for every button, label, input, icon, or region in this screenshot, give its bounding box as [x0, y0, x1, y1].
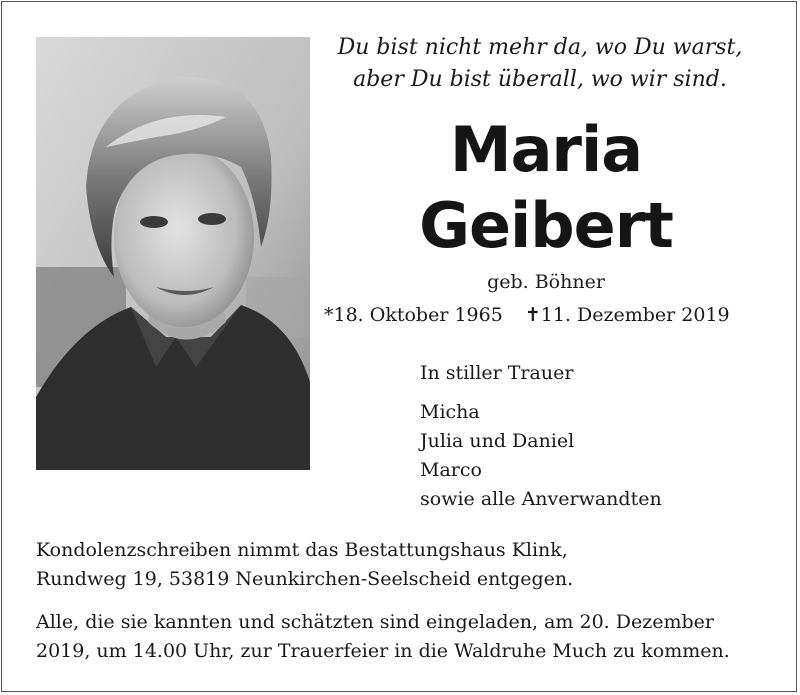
- portrait-photo: [36, 37, 310, 470]
- death-date: ✝11. Dezember 2019: [524, 304, 730, 326]
- birth-name: geb. Böhner: [487, 271, 605, 293]
- invitation-line: Alle, die sie kannten und schätzten sind eingeladen, am 20. Dezember: [36, 611, 714, 633]
- last-name: Geibert: [419, 189, 673, 262]
- first-name: Maria: [449, 113, 643, 186]
- mourning-heading: In stiller Trauer: [420, 362, 574, 384]
- mourner-name: Micha: [420, 401, 480, 423]
- mourner-name: Marco: [420, 459, 482, 481]
- invitation-line: 2019, um 14.00 Uhr, zur Trauerfeier in die Waldruhe Much zu kommen.: [36, 640, 730, 662]
- deceased-name: [320, 112, 772, 264]
- life-dates: [324, 302, 784, 328]
- mourner-name: sowie alle Anverwandten: [420, 488, 662, 510]
- birth-date: *18. Oktober 1965: [324, 304, 503, 326]
- condolence-paragraph: [36, 536, 776, 594]
- mourner-name: Julia und Daniel: [420, 430, 575, 452]
- mourners-list: [420, 398, 662, 514]
- quote: [320, 32, 760, 96]
- notice-frame: [1, 1, 797, 692]
- quote-line: Du bist nicht mehr da, wo Du warst,: [337, 35, 743, 60]
- invitation-paragraph: [36, 608, 776, 666]
- condolence-line: Kondolenzschreiben nimmt das Bestattungshaus Klink,: [36, 539, 568, 561]
- portrait-photo-icon: [36, 37, 310, 470]
- quote-line: aber Du bist überall, wo wir sind.: [353, 67, 727, 92]
- condolence-line: Rundweg 19, 53819 Neunkirchen-Seelscheid entgegen.: [36, 568, 574, 590]
